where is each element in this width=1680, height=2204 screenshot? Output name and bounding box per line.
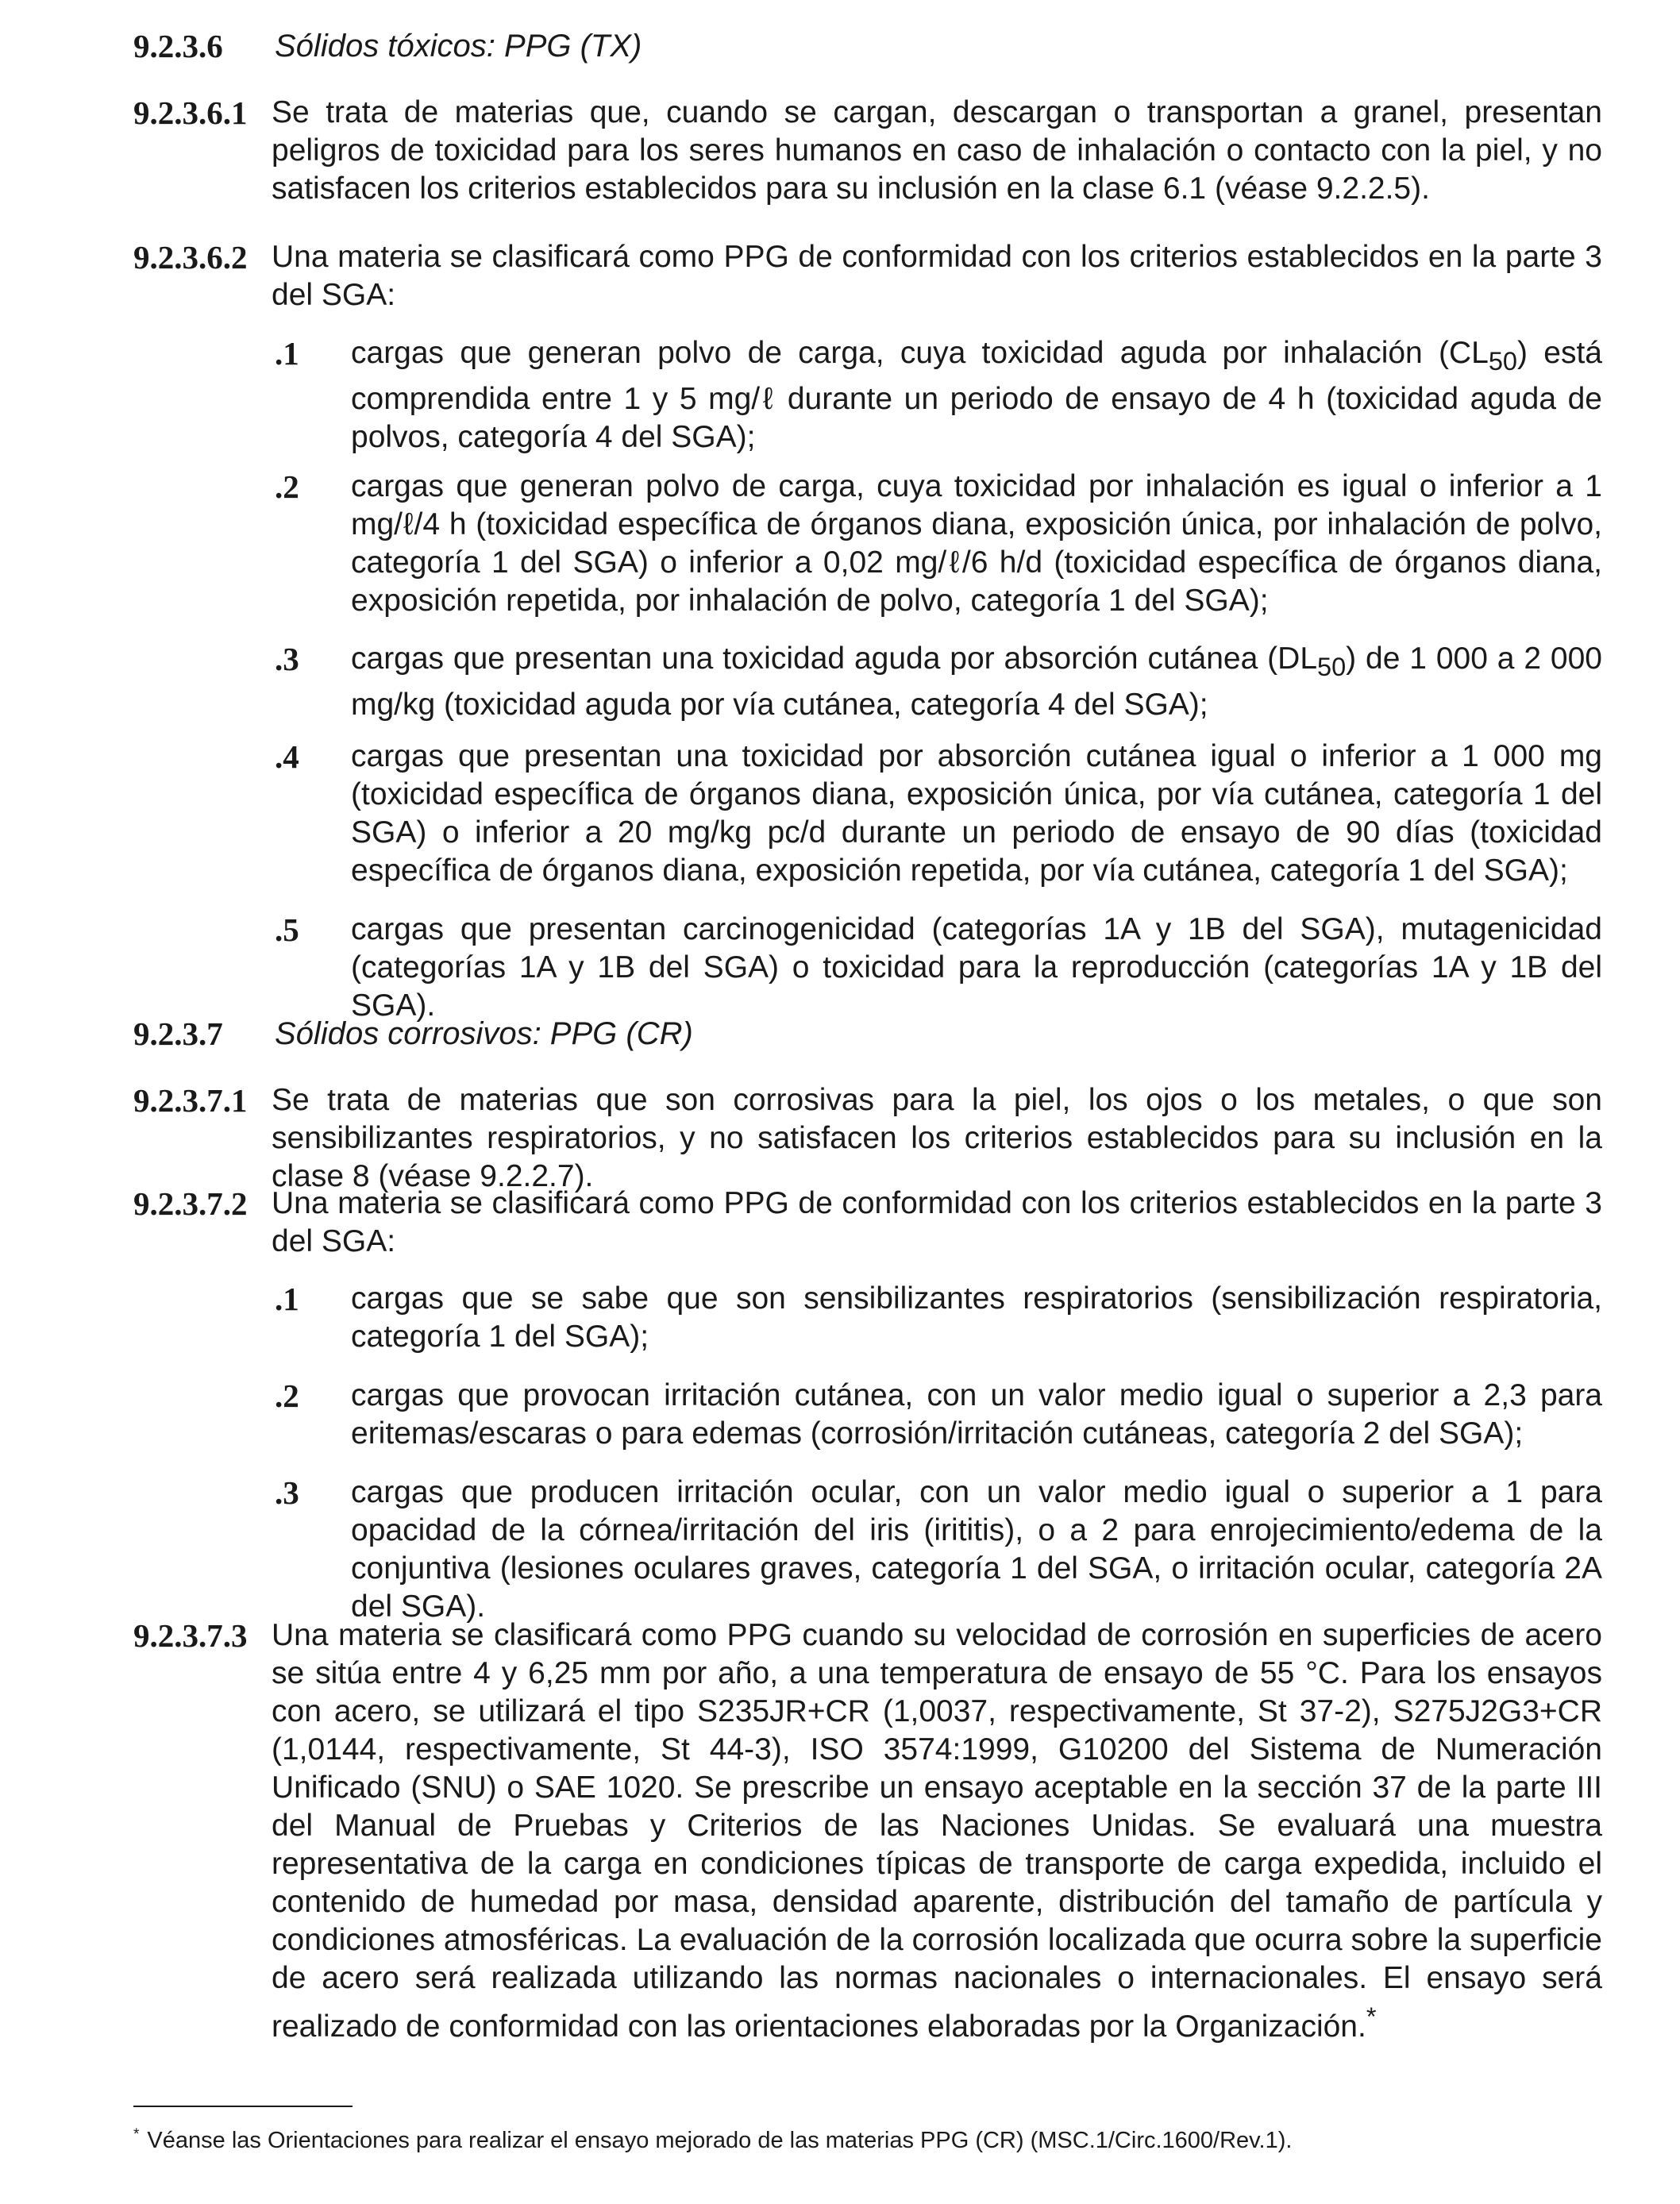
paragraph-9-2-3-6-1 [133,94,1602,208]
list-item-label: .1 [275,335,299,372]
paragraph-9-2-3-7-3 [133,1616,1602,2046]
subscript: 50 [1317,652,1347,681]
list-item-label: .1 [275,1281,299,1317]
list-item-label: .3 [275,1474,299,1511]
list-item [275,1280,1602,1356]
section-title: Sólidos tóxicos: PPG (TX) [275,29,642,64]
list-item-text: cargas que producen irritación ocular, con un valor medio igual o superior a 1 para opacidad de la córnea/irritación del iris (irititis), o a 2 para enrojecimiento/edema de la conjuntiva (lesiones oculares graves, categoría 1 del SGA, o irritación ocular, categoría 2A del SGA). [351,1475,1602,1624]
list-item-text: cargas que provocan irritación cutánea, con un valor medio igual o superior a 2,3 para eritemas/escaras o para edemas (corrosión/irritación cutáneas, categoría 2 del SGA); [351,1378,1602,1451]
list-item-label: .2 [275,1378,299,1414]
paragraph-number: 9.2.3.7.3 [133,1617,248,1654]
list-item [275,334,1602,457]
text-part: Una materia se clasificará como PPG cuando su velocidad de corrosión en superficies de acero se sitúa entre 4 y 6,25 mm por año, a una temperatura de ensayo de 55 °C. Para los ensayos con acero, se utilizará el tipo S235JR+CR (1,0037, respectivamente, St 37-2), S275J2G3+CR (1,0144, respectivamente, St 44-3), ISO 3574:1999, G10200 del Sistema de Numeración Unificado (SNU) o SAE 1020. Se prescribe un ensayo aceptable en la sección 37 de la parte III del Manual de Pruebas y Criterios de las Naciones Unidas. Se evaluará una muestra representativa de la carga en condiciones típicas de transporte de carga expedida, incluido el contenido de humedad por masa, densidad aparente, distribución del tamaño de partícula y condiciones atmosféricas. La evaluación de la corrosión localizada que ocurra sobre la superficie de acero será realizada utilizando las normas nacionales o internacionales. El ensayo será realizado de conformidad con las orientaciones elaboradas por la Organización. [272,1618,1602,2044]
paragraph-text: Se trata de materias que, cuando se cargan, descargan o transportan a granel, presentan peligros de toxicidad para los seres humanos en caso de inhalación o contacto con la piel, y no satisfacen los criterios establecidos para su inclusión en la clase 6.1 (véase 9.2.2.5). [272,95,1602,206]
paragraph-text [272,1616,1602,2046]
footnote-mark: * [133,2126,140,2144]
list-item [275,1377,1602,1453]
paragraph-text: Se trata de materias que son corrosivas para la piel, los ojos o los metales, o que son sensibilizantes respiratorios, y no satisfacen los criterios establecidos para su inclusión en la clase 8 (véase 9.2.2.7). [272,1083,1602,1193]
footnote-text: Véanse las Orientaciones para realizar el ensayo mejorado de las materias PPG (CR) (MSC.1/Circ.1600/Rev.1). [147,2128,1293,2153]
list-item-text: cargas que generan polvo de carga, cuya toxicidad por inhalación es igual o inferior a 1 mg/ℓ/4 h (toxicidad específica de órganos diana, exposición única, por inhalación de polvo, categoría 1 del SGA) o inferior a 0,02 mg/ℓ/6 h/d (toxicidad específica de órganos diana, exposición repetida, por inhalación de polvo, categoría 1 del SGA); [351,469,1602,618]
footnote [133,2125,1602,2156]
list-item-text [351,640,1602,724]
subscript: 50 [1488,346,1518,376]
paragraph-number: 9.2.3.7.1 [133,1082,248,1119]
section-number: 9.2.3.7 [133,1015,223,1052]
paragraph-9-2-3-7-1 [133,1081,1602,1196]
list-item [275,738,1602,890]
paragraph-9-2-3-7-2 [133,1185,1602,1261]
list-item-label: .3 [275,641,299,677]
text-part: cargas que generan polvo de carga, cuya toxicidad aguda por inhalación (CL [351,336,1489,370]
list-item [275,468,1602,620]
text-part: ) está comprendida entre 1 y 5 mg/ℓ durante un periodo de ensayo de 4 h (toxicidad aguda de polvos, categoría 4 del SGA); [351,336,1602,454]
section-number: 9.2.3.6 [133,28,223,64]
text-part: ) de 1 000 a 2 000 mg/kg (toxicidad aguda por vía cutánea, categoría 4 del SGA); [351,642,1602,722]
section-title: Sólidos corrosivos: PPG (CR) [275,1016,693,1051]
list-item [275,911,1602,1025]
list-item [275,640,1602,724]
footnote-reference[interactable]: * [1366,2002,1377,2031]
list-item-text: cargas que se sabe que son sensibilizantes respiratorios (sensibilización respiratoria, categoría 1 del SGA); [351,1281,1602,1354]
paragraph-9-2-3-6-2 [133,238,1602,314]
paragraph-number: 9.2.3.7.2 [133,1185,248,1222]
paragraph-number: 9.2.3.6.1 [133,94,248,131]
text-part: cargas que presentan una toxicidad aguda por absorción cutánea (DL [351,642,1318,676]
paragraph-number: 9.2.3.6.2 [133,239,248,276]
list-item-label: .4 [275,738,299,775]
list-item-label: .5 [275,911,299,948]
list-item-text: cargas que presentan una toxicidad por absorción cutánea igual o inferior a 1 000 mg (toxicidad específica de órganos diana, exposición única, por vía cutánea, categoría 1 del SGA) o inferior a 20 mg/kg pc/d durante un periodo de ensayo de 90 días (toxicidad específica de órganos diana, exposición repetida, por vía cutánea, categoría 1 del SGA); [351,739,1602,888]
paragraph-text: Una materia se clasificará como PPG de conformidad con los criterios establecidos en la parte 3 del SGA: [272,240,1602,312]
paragraph-text: Una materia se clasificará como PPG de conformidad con los criterios establecidos en la parte 3 del SGA: [272,1186,1602,1258]
list-item-text [351,334,1602,457]
list-item-label: .2 [275,468,299,505]
list-item-text: cargas que presentan carcinogenicidad (categorías 1A y 1B del SGA), mutagenicidad (categorías 1A y 1B del SGA) o toxicidad para la reproducción (categorías 1A y 1B del SGA). [351,912,1602,1023]
list-item [275,1474,1602,1626]
footnote-divider [133,2106,353,2107]
